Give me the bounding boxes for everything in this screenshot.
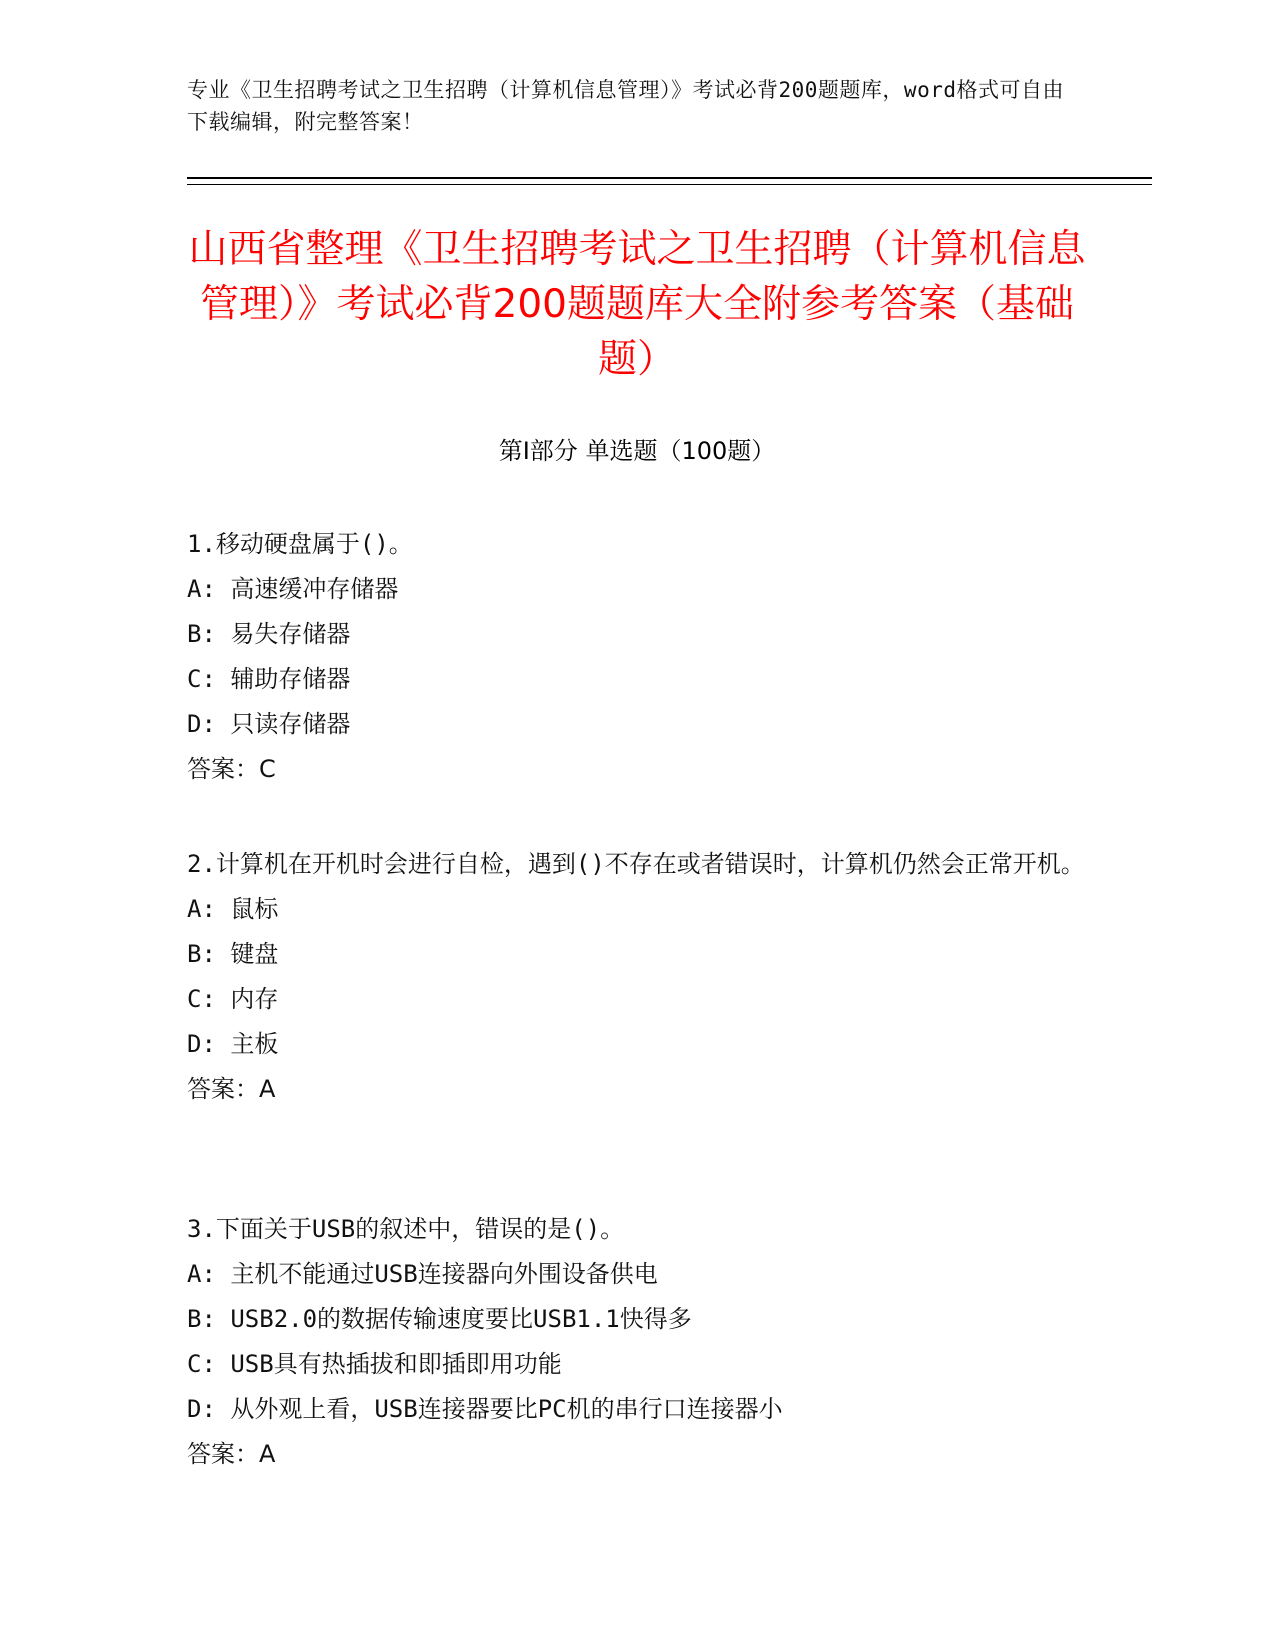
section-title: 第Ⅰ部分 单选题（100题）	[498, 437, 776, 465]
question-option-b: B: 键盘	[187, 940, 279, 968]
question-answer: 答案：A	[187, 1440, 276, 1468]
question-option-b: B: 易失存储器	[187, 620, 351, 648]
question-option-c: C: 辅助存储器	[187, 665, 351, 693]
question-block	[187, 842, 1087, 1112]
document-title: 山西省整理《卫生招聘考试之卫生招聘（计算机信息管理）》考试必背200题题库大全附参考答案（基础题）	[188, 227, 1086, 382]
question-stem: 2.计算机在开机时会进行自检，遇到()不存在或者错误时，计算机仍然会正常开机。	[187, 850, 1085, 878]
question-answer: 答案：A	[187, 1075, 276, 1103]
header-divider-thick	[187, 177, 1152, 179]
question-option-a: A: 鼠标	[187, 895, 279, 923]
question-option-a: A: 主机不能通过USB连接器向外围设备供电	[187, 1260, 658, 1288]
header-divider-thin	[187, 184, 1152, 185]
question-option-b: B: USB2.0的数据传输速度要比USB1.1快得多	[187, 1305, 692, 1333]
question-stem: 1.移动硬盘属于()。	[187, 530, 413, 558]
question-option-c: C: 内存	[187, 985, 279, 1013]
question-option-d: D: 从外观上看，USB连接器要比PC机的串行口连接器小	[187, 1395, 783, 1423]
header-note: 专业《卫生招聘考试之卫生招聘（计算机信息管理）》考试必背200题题库，word格式可自由下载编辑，附完整答案！	[187, 78, 1064, 134]
question-block	[187, 522, 1087, 792]
question-option-a: A: 高速缓冲存储器	[187, 575, 399, 603]
question-stem: 3.下面关于USB的叙述中，错误的是()。	[187, 1215, 625, 1243]
question-block	[187, 1207, 1087, 1477]
question-option-d: D: 主板	[187, 1030, 279, 1058]
question-answer: 答案：C	[187, 755, 276, 783]
question-option-c: C: USB具有热插拔和即插即用功能	[187, 1350, 562, 1378]
question-option-d: D: 只读存储器	[187, 710, 351, 738]
